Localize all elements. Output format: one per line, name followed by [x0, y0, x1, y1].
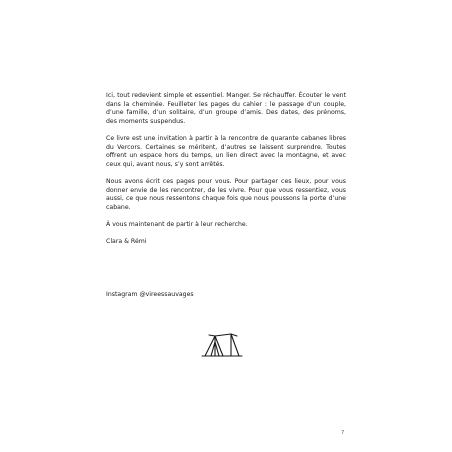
- instagram-handle: Instagram @vireessauvages: [106, 291, 194, 298]
- paragraph-4: À vous maintenant de partir à leur recherche.: [106, 220, 248, 228]
- signature: Clara & Rémi: [106, 238, 147, 246]
- paragraph-1: Ici, tout redevient simple et essentiel. Manger. Se réchauffer. Écouter le vent dans la cheminée. Feuilleter les pages du cahier : le passage d’un couple, d’une famille, d’un solitaire, d’un groupe d’amis. Des dates, des prénoms, des moments suspendus.: [106, 92, 346, 125]
- paragraph-3: Nous avons écrit ces pages pour vous. Pour partager ces lieux, pour vous donner envie de les rencontrer, de les vivre. Pour que vous ressentiez, vous aussi, ce que nous ressentons chaque fois que nous poussons la porte d’une cabane.: [106, 177, 346, 211]
- paragraph-2: Ce livre est une invitation à partir à la rencontre de quarante cabanes libres du Vercors. Certaines se méritent, d’autres se laissent surprendre. Toutes offrent un espace hors du temps, un lien direct avec la montagne, et avec ceux qui, avant nous, s’y sont arrêtés.: [106, 134, 346, 168]
- intro-text: [106, 92, 346, 255]
- tent-icon: [201, 332, 243, 358]
- page-number: 7: [341, 430, 345, 436]
